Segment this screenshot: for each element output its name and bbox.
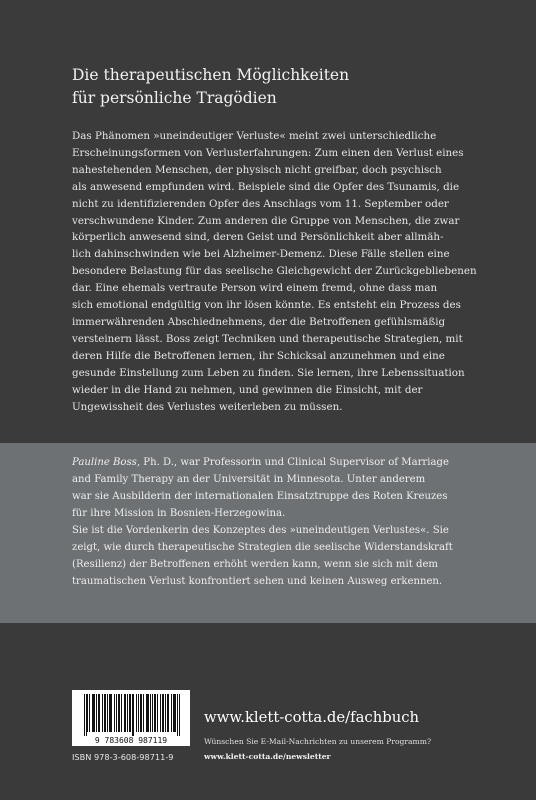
blurb-line: verschwundene Kinder. Zum anderen die Gruppe von Menschen, die zwar: [72, 214, 460, 227]
blurb-text: [72, 128, 512, 415]
barcode-bar: [152, 694, 153, 732]
blurb-line: besondere Belastung für das seelische Gleichgewicht der Zurückgebliebenen: [72, 265, 477, 278]
headline-line: Die therapeutischen Möglichkeiten: [72, 66, 350, 84]
barcode-bar: [89, 694, 90, 732]
headline: [72, 64, 472, 110]
barcode-bar: [150, 694, 151, 732]
blurb-line: deren Hilfe die Betroffenen lernen, ihr Schicksal anzunehmen und eine: [72, 349, 445, 362]
barcode-bar: [138, 694, 139, 732]
barcode-bar: [119, 694, 120, 732]
newsletter-url[interactable]: www.klett-cotta.de/newsletter: [204, 752, 331, 761]
barcode-bar: [160, 694, 161, 732]
barcode-bar: [107, 694, 108, 732]
barcode-bar: [175, 694, 176, 732]
barcode-bar: [147, 694, 148, 732]
barcode-bar: [105, 694, 106, 732]
author-line: für ihre Mission in Bosnien-Herzegowina.: [72, 508, 286, 519]
barcode-bar: [94, 694, 95, 732]
barcode-bar: [141, 694, 142, 732]
barcode-bar: [162, 694, 163, 732]
barcode-bar: [133, 694, 134, 736]
barcode-bar: [111, 694, 112, 732]
barcode-bar: [116, 694, 117, 732]
blurb-line: Ungewissheit des Verlustes weiterleben zu müssen.: [72, 400, 343, 413]
barcode: [72, 690, 190, 746]
barcode-bar: [146, 694, 147, 732]
barcode-bar: [179, 694, 180, 736]
author-line: (Resilienz) der Betroffenen erhöht werden kann, wenn sie sich mit dem: [72, 559, 438, 570]
blurb-line: dar. Eine ehemals vertraute Person wird einem fremd, ohne dass man: [72, 282, 438, 295]
barcode-bar: [155, 694, 156, 732]
barcode-bar: [96, 694, 97, 732]
blurb-line: als anwesend empfunden wird. Beispiele sind die Opfer des Tsunamis, die: [72, 180, 460, 193]
blurb-line: nahestehenden Menschen, der physisch nicht greifbar, doch psychisch: [72, 163, 442, 176]
barcode-bar: [136, 694, 137, 732]
barcode-bar: [104, 694, 105, 732]
barcode-bar: [174, 694, 175, 732]
barcode-bar: [165, 694, 166, 732]
barcode-bar: [118, 694, 119, 732]
barcode-bar: [102, 694, 103, 732]
publisher-url[interactable]: www.klett-cotta.de/fachbuch: [204, 709, 420, 726]
barcode-bar: [130, 694, 131, 732]
barcode-bar: [171, 694, 172, 732]
barcode-bar: [114, 694, 115, 732]
barcode-bar: [129, 694, 130, 732]
barcode-bar: [124, 694, 125, 732]
barcode-bar: [167, 694, 168, 732]
author-name: Pauline Boss,: [72, 457, 141, 468]
barcode-bar: [109, 694, 110, 732]
barcode-bar: [157, 694, 158, 732]
barcode-bar: [143, 694, 144, 732]
author-line: and Family Therapy an der Universität in Minnesota. Unter anderem: [72, 474, 426, 485]
blurb-line: immerwährenden Abschiednehmens, der die Betroffenen gefühlsmäßig: [72, 315, 446, 328]
author-line: war sie Ausbilderin der internationalen Einsatztruppe des Roten Kreuzes: [72, 491, 448, 502]
blurb-line: Das Phänomen »uneindeutiger Verluste« meint zwei unterschiedliche: [72, 130, 437, 142]
blurb-line: versteinern lässt. Boss zeigt Techniken und therapeutische Strategien, mit: [72, 332, 463, 345]
blurb-line: Erscheinungsformen von Verlusterfahrungen: Zum einen den Verlust eines: [72, 146, 464, 159]
barcode-bar: [99, 694, 100, 732]
barcode-bar: [132, 694, 133, 736]
barcode-bar: [87, 694, 88, 732]
barcode-graphic: [72, 690, 190, 746]
blurb-line: wieder in die Hand zu nehmen, und gewinnen die Einsicht, mit der: [72, 383, 423, 396]
headline-line: für persönliche Tragödien: [72, 89, 277, 107]
barcode-bar: [98, 694, 99, 732]
author-line: traumatischen Verlust konfrontiert sehen und keinen Ausweg erkennen.: [72, 576, 443, 587]
barcode-bar: [140, 694, 141, 732]
barcode-bar: [154, 694, 155, 732]
author-line: zeigt, wie durch therapeutische Strategien die seelische Widerstandskraft: [72, 542, 453, 553]
barcode-bar: [121, 694, 122, 732]
barcode-bar: [168, 694, 169, 732]
barcode-bar: [125, 694, 126, 732]
barcode-bar: [127, 694, 128, 732]
barcode-bar: [163, 694, 164, 732]
barcode-bar: [148, 694, 149, 732]
barcode-bar: [84, 694, 85, 736]
isbn: ISBN 978-3-608-98711-9: [72, 752, 174, 762]
barcode-bar: [92, 694, 93, 732]
blurb-line: gesunde Einstellung zum Leben zu finden. Sie lernen, ihre Lebenssituation: [72, 366, 465, 379]
author-bio: [72, 454, 522, 590]
barcode-bar: [110, 694, 111, 732]
author-line-rest: Ph. D., war Professorin und Clinical Supervisor of Marriage: [140, 457, 449, 468]
barcode-bar: [86, 694, 87, 736]
blurb-line: lich dahinschwinden wie bei Alzheimer-Demenz. Diese Fälle stellen eine: [72, 248, 450, 261]
barcode-bar: [93, 694, 94, 732]
author-line: [72, 454, 522, 471]
barcode-digits: 9 783608 987119: [94, 736, 168, 745]
barcode-bar: [173, 694, 174, 732]
newsletter-text: Wünschen Sie E-Mail-Nachrichten zu unserem Programm?: [204, 737, 432, 746]
author-line: Sie ist die Vordenkerin des Konzeptes des »uneindeutigen Verlustes«. Sie: [72, 525, 449, 536]
blurb-line: sich emotional endgültig von ihr lösen könnte. Es entsteht ein Prozess des: [72, 299, 461, 312]
blurb-line: körperlich anwesend sind, deren Geist und Persönlichkeit aber allmäh-: [72, 231, 444, 244]
barcode-bar: [177, 694, 178, 736]
blurb-line: nicht zu identifizierenden Opfer des Anschlags vom 11. September oder: [72, 197, 449, 210]
